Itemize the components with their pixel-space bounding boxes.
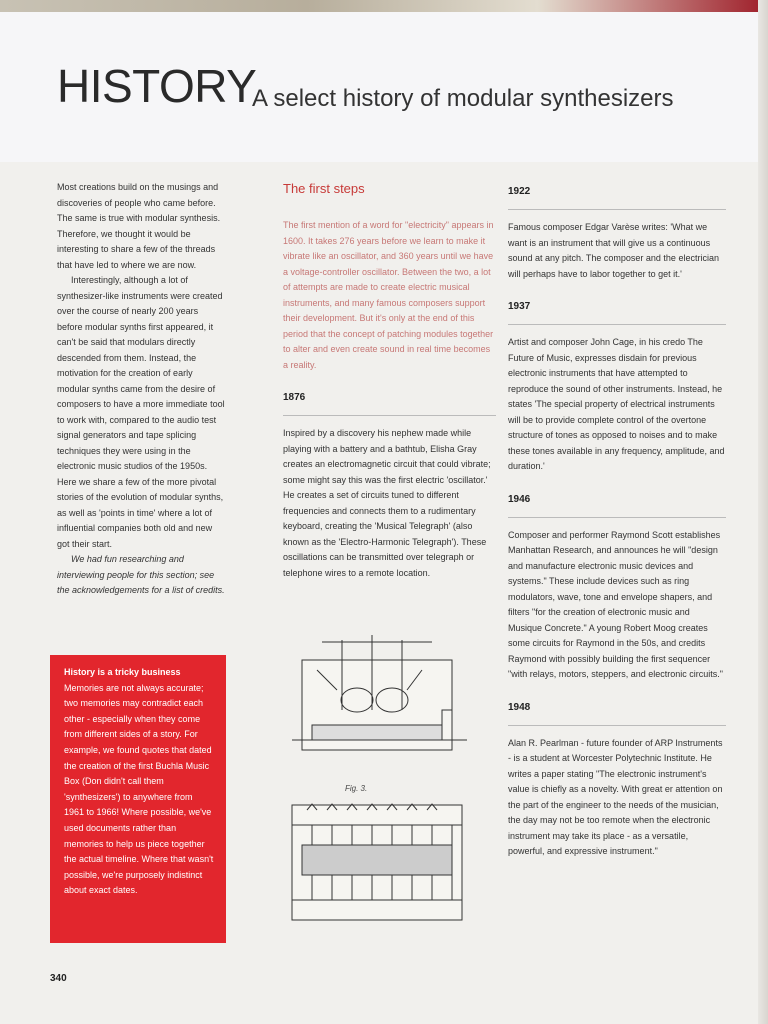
timeline-year: 1946 bbox=[508, 493, 531, 505]
upper-device-drawing bbox=[292, 635, 467, 750]
timeline-column-right bbox=[508, 185, 726, 860]
timeline-text: Inspired by a discovery his nephew made while playing with a battery and a bathtub, Elisha Gray creates an electromagnetic circuit that could vibrate; some might say this was the first electric 'oscillator.' He creates a set of circuits tuned to different frequencies and connects them to a rudimentary keyboard, creating the 'Musical Telegraph' (also known as the 'Electro-Harmonic Telegraph'). These oscillations can be transmitted over telegraph or telephone wires to a remote location. bbox=[283, 428, 491, 578]
page-edge bbox=[758, 0, 768, 1024]
page-subtitle: A select history of modular synthesizers bbox=[252, 85, 674, 112]
figure-caption: Fig. 3. bbox=[345, 784, 368, 793]
intro-paragraph-2: Interestingly, although a lot of synthesizer-like instruments were created over the course of nearly 200 years before modular synths first appeared, it can't be said that modulars directly descended from them. Instead, the motivation for the creation of early modular synths came from the desire of composers to have a more immediate tool to work with, compared to the audio test signal generators and tape splicing techniques they were using in the electronic music studios of the 1950s. Here we share a few of the more pivotal stories of the evolution of modular synths, as well as 'points in time' where a lot of influential companies both old and new got their start. bbox=[57, 275, 225, 549]
divider bbox=[508, 209, 726, 210]
divider bbox=[508, 324, 726, 325]
callout-box bbox=[50, 655, 226, 943]
timeline-text: Alan R. Pearlman - future founder of ARP Instruments - is a student at Worcester Polytechnic Institute. He writes a paper stating "The electronic instrument's value is chiefly as a novelty. With great er attention on the part of the engineer to the needs of the musician, the day may not be too remote when the electronic instrument may take its place - as a versatile, powerful, and expressive instrument." bbox=[508, 737, 723, 856]
intro-column bbox=[57, 180, 225, 599]
intro-paragraph-1: Most creations build on the musings and discoveries of people who came before. The same is true with modular synthesis. Therefore, we thought it would be interesting to share a few of the threads that have led to where we are now. bbox=[57, 182, 221, 270]
timeline-text: Famous composer Edgar Varèse writes: 'What we want is an instrument that will give us a continuous sound at any pitch. The composer and the electrician will perhaps have to labor together to get it.' bbox=[508, 222, 719, 279]
top-color-band bbox=[0, 0, 768, 12]
timeline-year: 1948 bbox=[508, 701, 531, 713]
timeline-column-middle bbox=[283, 180, 496, 581]
section-intro: The first mention of a word for "electricity" appears in 1600. It takes 276 years before we learn to make it vibrate like an oscillator, and 360 years until we have a voltage-controller oscillator. Between the two, a lot of attempts are made to create electric musical instruments, and many famous composers support their development. But it's only at the end of this period that the concept of patching modules together to alter and even create sound in real time becomes a reality. bbox=[283, 220, 494, 370]
callout-title: History is a tricky business bbox=[64, 667, 181, 677]
section-title: The first steps bbox=[283, 181, 365, 196]
patent-illustration bbox=[282, 630, 477, 930]
divider bbox=[508, 725, 726, 726]
callout-body: Memories are not always accurate; two memories may contradict each other - especially when they come from different sides of a story. For example, we found quotes that dated the creation of the first Buchla Music Box (Don didn't call them 'synthesizers') to anywhere from 1961 to 1966! Where possible, we've used documents rather than memories to help us piece together the actual timeline. Where that wasn't possible, we're purposely indistinct about exact dates. bbox=[64, 682, 214, 896]
timeline-text: Composer and performer Raymond Scott establishes Manhattan Research, and announces he will "design and manufacture electronic music devices and systems." These include devices such as ring modulators, wave, tone and envelope shapers, and filters "for the creation of electronic music and Musique Concrete." A young Robert Moog creates some circuits for Raymond in the 50s, and credits Raymond with possibly building the first sequencer "with relays, motors, steppers, and electronic circuits." bbox=[508, 529, 723, 679]
lower-device-drawing bbox=[292, 804, 462, 920]
timeline-year: 1937 bbox=[508, 301, 531, 312]
divider bbox=[283, 415, 496, 416]
divider bbox=[508, 517, 726, 518]
page-number: 340 bbox=[50, 973, 67, 984]
timeline-year: 1876 bbox=[283, 392, 306, 403]
timeline-year: 1922 bbox=[508, 186, 531, 197]
page-title: HISTORY bbox=[57, 60, 257, 112]
timeline-text: Artist and composer John Cage, in his credo The Future of Music, expresses disdain for previous electronic instruments that have attempted to reproduce the sound of other instruments. Instead, he states 'The special property of electrical instruments will be to provide complete control of the overtone structure of tones as opposed to noises and to make these tones available in any frequency, amplitude, and duration.' bbox=[508, 337, 725, 471]
intro-paragraph-3: We had fun researching and interviewing people for this section; see the acknowledgements for a list of credits. bbox=[57, 554, 225, 595]
